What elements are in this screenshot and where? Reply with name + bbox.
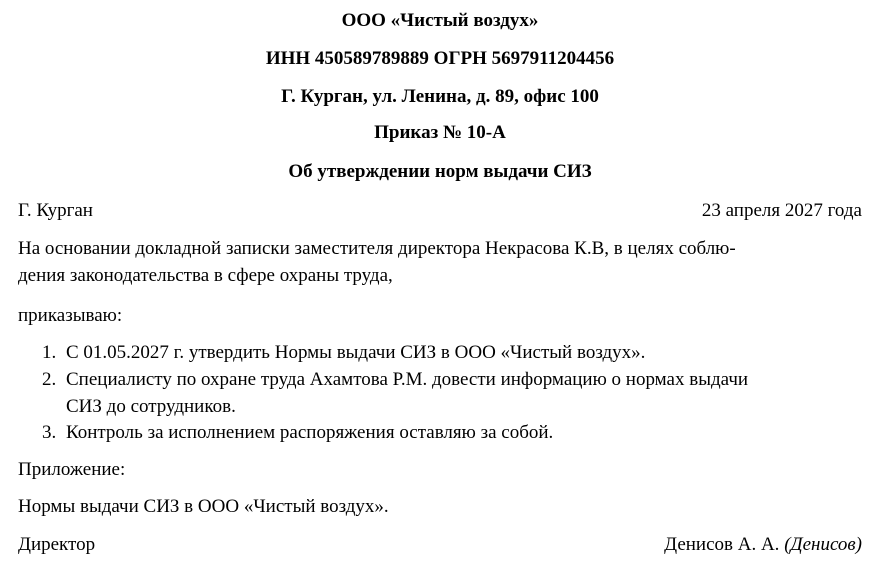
list-item-text: Контроль за исполнением распоряжения оставляю за собой. <box>66 422 554 443</box>
list-item-text: С 01.05.2027 г. утвердить Нормы выдачи СИЗ в ООО «Чистый воздух». <box>66 342 646 363</box>
company-requisites: ИНН 450589789889 ОГРН 5697911204456 <box>265 48 615 69</box>
signer-position: Директор <box>18 534 96 555</box>
appendix-label: Приложение: <box>18 459 126 480</box>
list-item-text-continuation: СИЗ до сотрудников. <box>66 396 236 417</box>
signature-block <box>664 533 862 557</box>
signer-name: Денисов А. А. <box>664 534 780 555</box>
basis-text-line-1: На основании докладной записки заместителя директора Некрасова К.В, в целях соблю- <box>18 238 736 259</box>
list-item-number: 1. <box>42 342 57 363</box>
appendix-text: Нормы выдачи СИЗ в ООО «Чистый воздух». <box>18 496 389 517</box>
basis-text-line-2: дения законодательства в сфере охраны труда, <box>18 265 393 286</box>
list-item-number: 2. <box>42 369 57 390</box>
company-name: ООО «Чистый воздух» <box>341 10 539 31</box>
handwritten-signature: (Денисов) <box>784 534 862 555</box>
order-title: Приказ № 10-А <box>374 122 506 143</box>
order-date: 23 апреля 2027 года <box>701 200 862 221</box>
order-word: приказываю: <box>18 305 123 326</box>
city-label: Г. Курган <box>18 200 93 221</box>
list-item-text: Специалисту по охране труда Ахамтова Р.М. довести информацию о нормах выдачи <box>66 369 749 390</box>
company-address: Г. Курган, ул. Ленина, д. 89, офис 100 <box>281 86 599 107</box>
list-item-number: 3. <box>42 422 57 443</box>
order-subject: Об утверждении норм выдачи СИЗ <box>288 161 592 182</box>
